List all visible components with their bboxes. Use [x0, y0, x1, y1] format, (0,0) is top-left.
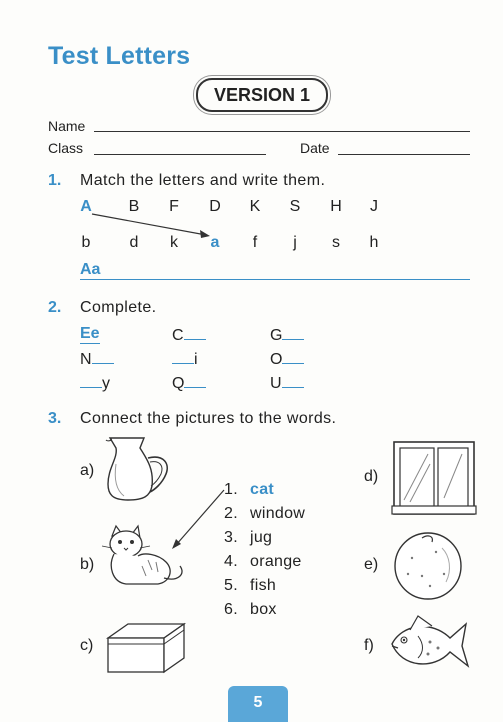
blank	[184, 325, 206, 340]
q2-letter: U	[270, 375, 282, 392]
blank	[92, 349, 114, 364]
page-title: Test Letters	[48, 42, 191, 70]
q1-text: Match the letters and write them.	[80, 172, 326, 189]
q2-item[interactable]	[270, 373, 304, 393]
cat-picture[interactable]	[104, 526, 190, 590]
word-item[interactable]: 3. jug	[224, 529, 273, 546]
blank	[282, 373, 304, 388]
q1-lower-letters	[74, 234, 394, 254]
page-number: 5	[228, 686, 288, 722]
lower-letter: h	[369, 234, 379, 251]
q2-item[interactable]	[172, 349, 198, 369]
upper-letter: A	[80, 198, 92, 215]
q2-item[interactable]	[270, 349, 304, 369]
blank	[172, 349, 194, 364]
lower-letter: j	[293, 234, 297, 251]
q1-answer-line[interactable]	[80, 279, 470, 280]
upper-letter: B	[128, 198, 140, 215]
fish-picture[interactable]	[388, 614, 472, 672]
upper-letter: J	[370, 198, 378, 215]
q1-number: 1.	[48, 172, 62, 189]
upper-letter: S	[289, 198, 301, 215]
upper-letter: F	[169, 198, 179, 215]
q2-item[interactable]	[80, 349, 114, 369]
blank	[184, 373, 206, 388]
blank	[282, 349, 304, 364]
q2-letter: O	[270, 351, 283, 368]
lower-letter: k	[170, 234, 178, 251]
q2-item[interactable]	[172, 373, 206, 393]
picture-label-b: b)	[80, 556, 95, 573]
q3-number: 3.	[48, 410, 62, 427]
picture-label-d: d)	[364, 468, 379, 485]
q2-letter: G	[270, 327, 283, 344]
lower-letter: f	[252, 234, 258, 251]
upper-letter: H	[330, 198, 342, 215]
jug-picture[interactable]	[104, 434, 174, 504]
word-item[interactable]: 5. fish	[224, 577, 277, 594]
picture-label-f: f)	[364, 637, 374, 654]
q2-letter: y	[102, 375, 110, 392]
q2-item[interactable]	[80, 373, 110, 393]
picture-label-a: a)	[80, 462, 95, 479]
q2-item[interactable]	[172, 325, 206, 345]
version-badge: VERSION 1	[196, 78, 328, 112]
lower-letter: s	[332, 234, 340, 251]
q2-letter: C	[172, 327, 184, 344]
q2-item[interactable]	[270, 325, 304, 345]
orange-picture[interactable]	[392, 530, 464, 602]
name-label: Name	[48, 118, 86, 134]
lower-letter: b	[81, 234, 91, 251]
word-item[interactable]: 4. orange	[224, 553, 302, 570]
q3-text: Connect the pictures to the words.	[80, 410, 337, 427]
word-item[interactable]: 6. box	[224, 601, 277, 618]
q2-letter: i	[194, 351, 198, 368]
picture-label-c: c)	[80, 637, 94, 654]
box-picture[interactable]	[106, 622, 186, 674]
q2-example: Ee	[80, 325, 100, 342]
window-picture[interactable]	[392, 440, 476, 516]
q2-letter: Q	[172, 375, 185, 392]
q2-text: Complete.	[80, 299, 157, 316]
word-item[interactable]: 2. window	[224, 505, 306, 522]
blank	[80, 373, 102, 388]
picture-label-e: e)	[364, 556, 379, 573]
lower-letter: d	[129, 234, 139, 251]
blank	[282, 325, 304, 340]
class-label: Class	[48, 140, 84, 156]
upper-letter: D	[209, 198, 221, 215]
q3-word-list	[224, 478, 305, 622]
word-item[interactable]: 1. cat	[224, 481, 275, 498]
q2-number: 2.	[48, 299, 62, 316]
lower-letter: a	[210, 234, 220, 251]
date-label: Date	[300, 140, 330, 156]
upper-letter: K	[249, 198, 261, 215]
q1-example: Aa	[80, 261, 101, 278]
q2-letter: N	[80, 351, 92, 368]
